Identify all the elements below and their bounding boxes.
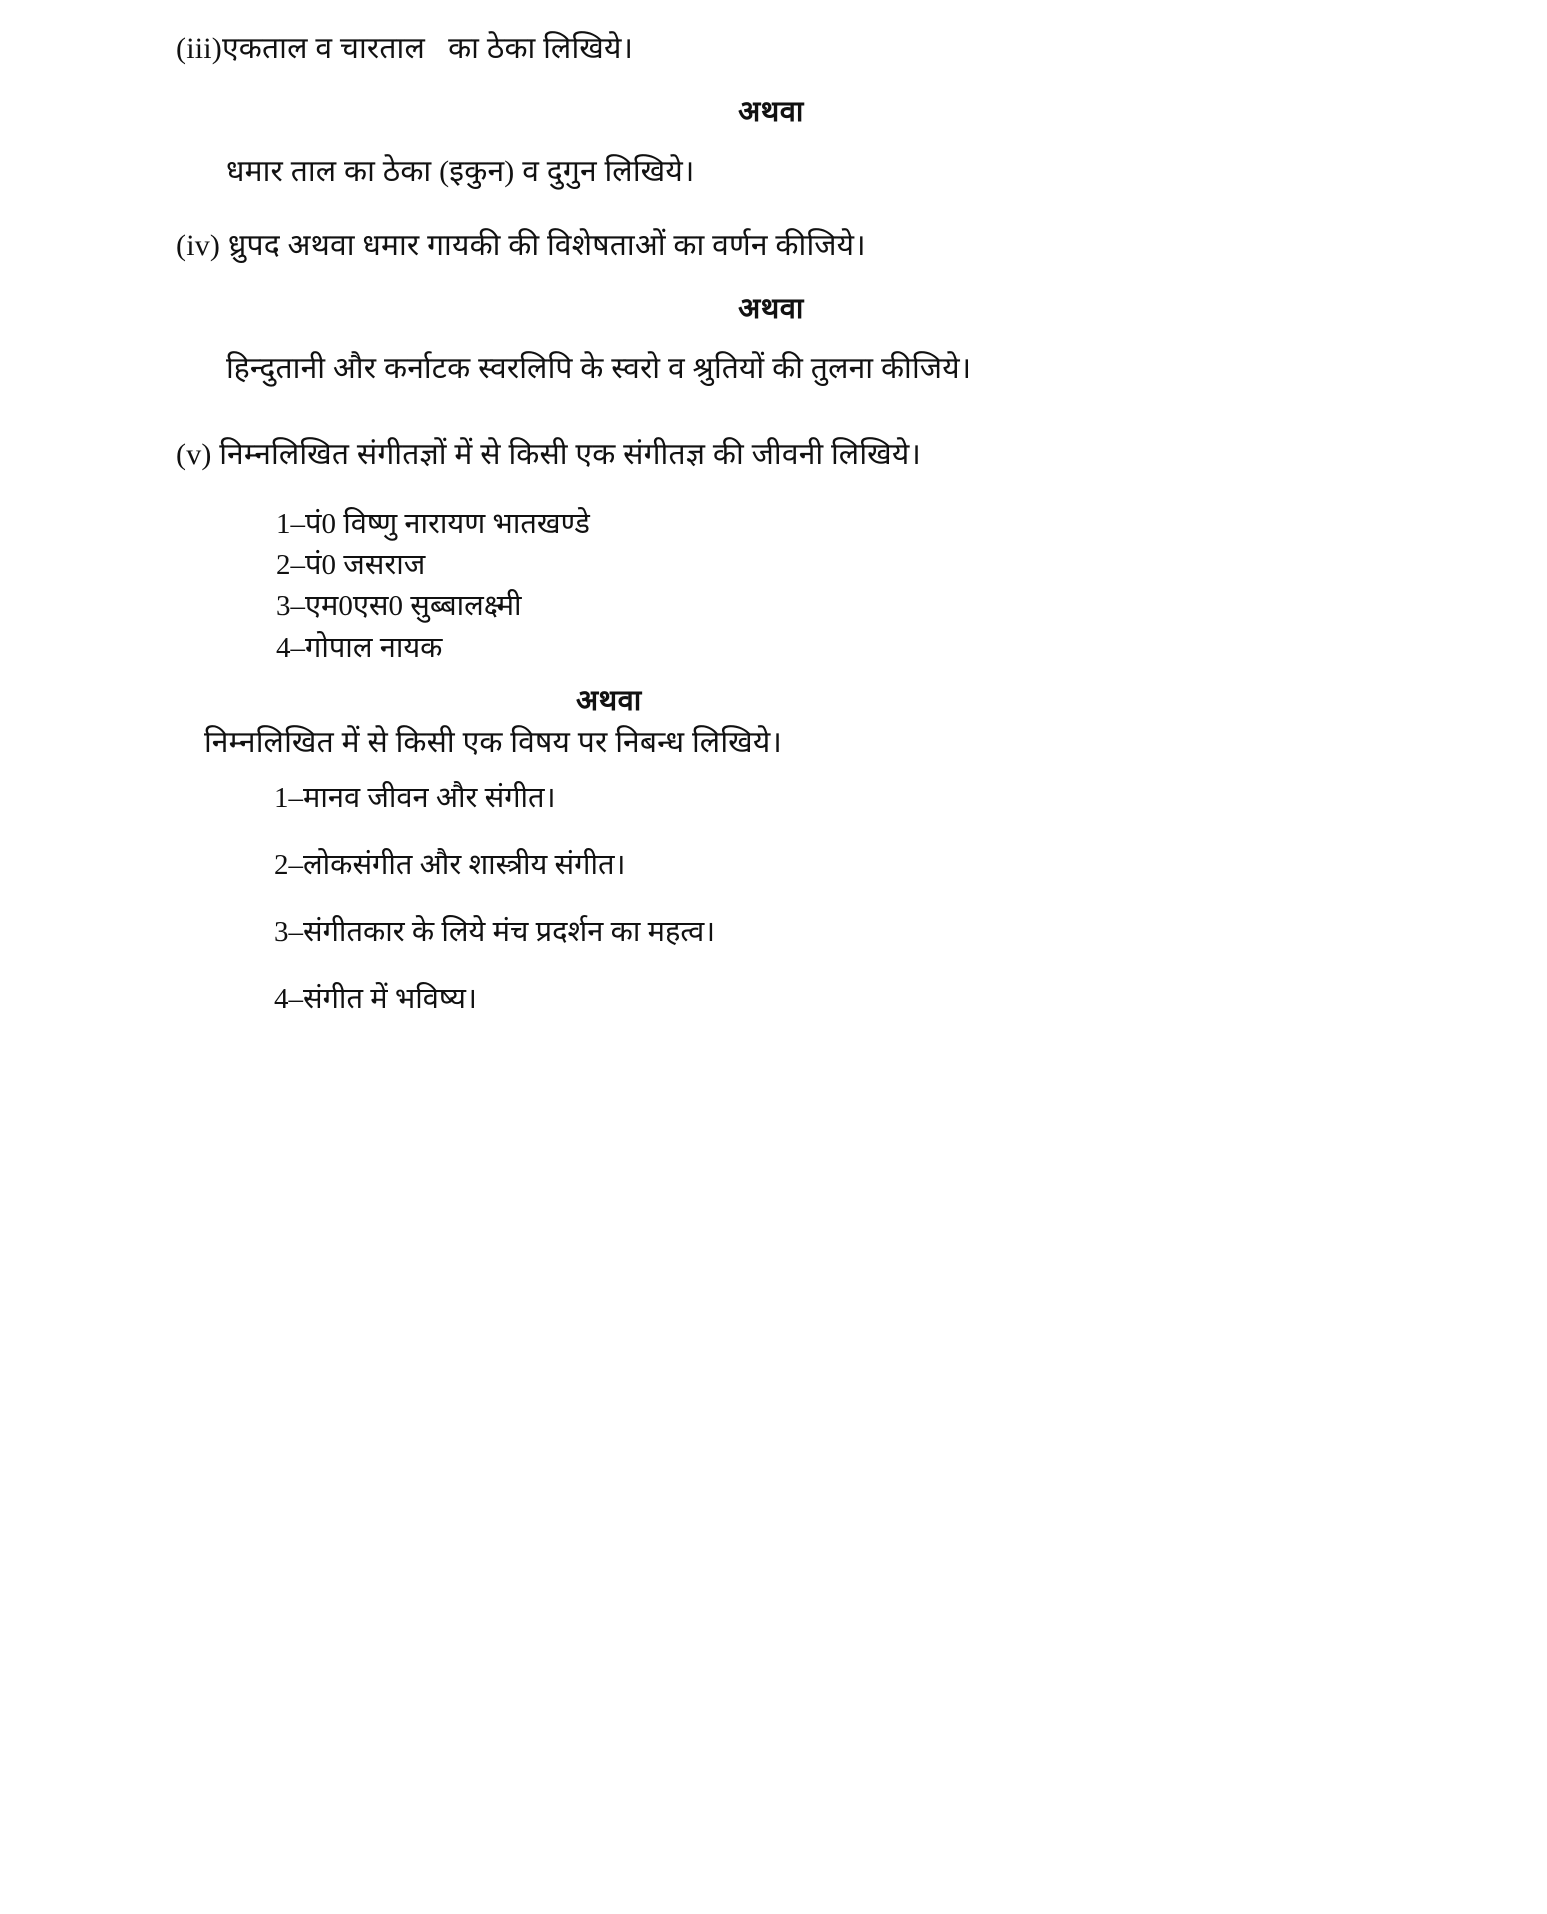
alternative-text-3: निम्नलिखित में से किसी एक विषय पर निबन्ध लिखिये। (204, 725, 783, 759)
spacer (176, 418, 1366, 440)
essay-topic-list (176, 781, 1366, 1015)
question-v: (v) निम्नलिखित संगीतज्ञों में से किसी एक संगीतज्ञ की जीवनी लिखिये। (176, 438, 922, 471)
alternative-heading-2: अथवा (738, 293, 804, 325)
alternative-text-2: हिन्दुतानी और कर्नाटक स्वरलिपि के स्वरो व श्रुतियों की तुलना कीजिये। (226, 352, 972, 385)
document-body (176, 34, 1366, 1052)
list-item: 4–गोपाल नायक (276, 631, 443, 664)
list-item: 1–मानव जीवन और संगीत। (274, 781, 556, 814)
list-item: 1–पं0 विष्णु नारायण भातखण्डे (276, 508, 590, 540)
list-item: 3–संगीतकार के लिये मंच प्रदर्शन का महत्व। (274, 915, 716, 948)
question-iv: (iv) ध्रुपद अथवा धमार गायकी की विशेषताओं का वर्णन कीजिये। (176, 229, 866, 262)
question-iii: (iii)एकताल व चारताल का ठेका लिखिये। (176, 32, 634, 65)
musician-list (176, 504, 1366, 669)
list-item: 4–संगीत में भविष्य। (274, 982, 477, 1015)
alternative-text-1: धमार ताल का ठेका (इकुन) व दुगुन लिखिये। (226, 155, 695, 188)
list-item: 2–लोकसंगीत और शास्त्रीय संगीत। (274, 848, 626, 881)
list-item: 2–पं0 जसराज (276, 549, 426, 582)
alternative-heading-3: अथवा (576, 684, 642, 717)
list-item: 3–एम0एस0 सुब्बालक्ष्मी (276, 590, 522, 623)
alternative-heading-1: अथवा (738, 96, 804, 128)
